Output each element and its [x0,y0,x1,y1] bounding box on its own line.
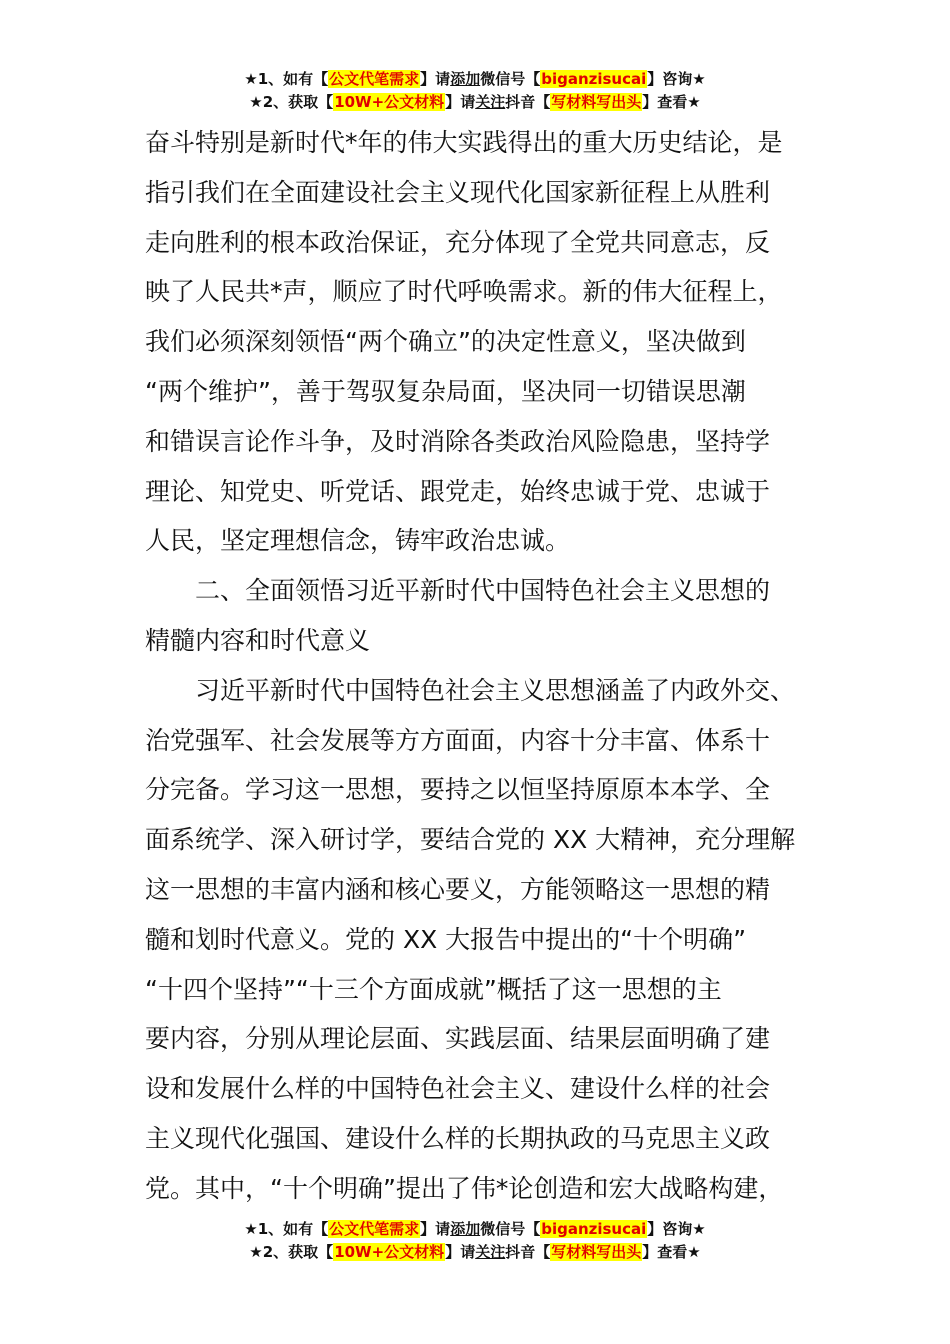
body-line: 人民，坚定理想信念，铸牢政治忠诚。 [145,526,571,556]
header-highlight-materials: 10W+公文材料 [334,93,445,111]
footer-highlight-materials: 10W+公文材料 [334,1243,445,1261]
header-highlight-wechat-id: biganzisucai [541,70,647,88]
body-line: “两个维护”，善于驾驭复杂局面，坚决同一切错误思潮 [145,376,746,406]
section-heading-line: 二、全面领悟习近平新时代中国特色社会主义思想的 [195,576,771,606]
header-line-2-text: 】请 [445,93,476,111]
header-line-2 [0,91,950,114]
body-line: 习近平新时代中国特色社会主义思想涵盖了内政外交、 [195,675,796,705]
footer-underlined-follow: 关注 [475,1243,506,1261]
body-line: 和错误言论作斗争，及时消除各类政治风险隐患，坚持学 [145,426,771,456]
document-body [145,118,815,1214]
footer-highlight-wechat-id: biganzisucai [541,1220,647,1238]
header-banner [0,68,950,114]
footer-line-1-prefix: ★1、如有【 [244,1220,329,1238]
body-line: 主义现代化强国、建设什么样的长期执政的马克思主义政 [145,1123,771,1153]
body-line: 走向胜利的根本政治保证，充分体现了全党共同意志，反 [145,227,771,257]
header-line-2-prefix: ★2、获取【 [249,93,334,111]
body-line: 党。其中，“十个明确”提出了伟*论创造和宏大战略构建， [145,1173,784,1203]
header-highlight-douyin-id: 写材料写出头 [551,93,642,111]
header-underlined-add: 添加 [450,70,481,88]
header-line-2-douyin-label: 抖音【 [505,93,551,111]
header-line-1-prefix: ★1、如有【 [244,70,329,88]
footer-line-1-suffix: 】咨询★ [647,1220,706,1238]
body-line: 奋斗特别是新时代*年的伟大实践得出的重大历史结论，是 [145,128,783,157]
header-highlight-service: 公文代笔需求 [329,70,420,88]
body-line: 设和发展什么样的中国特色社会主义、建设什么样的社会 [145,1074,771,1104]
header-line-1-suffix: 】咨询★ [647,70,706,88]
footer-line-2-douyin-label: 抖音【 [505,1243,551,1261]
footer-line-2 [0,1241,950,1264]
body-line: 理论、知党史、听党话、跟党走，始终忠诚于党、忠诚于 [145,476,771,506]
footer-highlight-service: 公文代笔需求 [329,1220,420,1238]
footer-line-2-suffix: 】查看★ [642,1243,701,1261]
footer-banner [0,1218,950,1264]
header-underlined-follow: 关注 [475,93,506,111]
footer-line-2-prefix: ★2、获取【 [249,1243,334,1261]
body-line: 髓和划时代意义。党的 XX 大报告中提出的“十个明确” [145,924,747,954]
header-line-1-text: 】请 [420,70,451,88]
body-line: 我们必须深刻领悟“两个确立”的决定性意义，坚决做到 [145,327,746,357]
section-heading-line: 精髓内容和时代意义 [145,625,371,655]
body-line: 治党强军、社会发展等方方面面，内容十分丰富、体系十 [145,725,771,755]
footer-underlined-add: 添加 [450,1220,481,1238]
body-line: 这一思想的丰富内涵和核心要义，方能领略这一思想的精 [145,874,771,904]
header-line-1-wechat-label: 微信号【 [480,70,541,88]
body-line: 分完备。学习这一思想，要持之以恒坚持原原本本学、全 [145,775,771,805]
header-line-2-suffix: 】查看★ [642,93,701,111]
footer-line-1-wechat-label: 微信号【 [480,1220,541,1238]
body-line: 指引我们在全面建设社会主义现代化国家新征程上从胜利 [145,177,771,207]
footer-line-1 [0,1218,950,1241]
footer-line-1-text: 】请 [420,1220,451,1238]
footer-highlight-douyin-id: 写材料写出头 [551,1243,642,1261]
body-line: “十四个坚持”“十三个方面成就”概括了这一思想的主 [145,974,722,1004]
footer-line-2-text: 】请 [445,1243,476,1261]
header-line-1 [0,68,950,91]
body-line: 要内容，分别从理论层面、实践层面、结果层面明确了建 [145,1024,771,1054]
body-line: 映了人民共*声，顺应了时代呼唤需求。新的伟大征程上， [145,277,783,307]
body-line: 面系统学、深入研讨学，要结合党的 XX 大精神，充分理解 [145,825,796,855]
